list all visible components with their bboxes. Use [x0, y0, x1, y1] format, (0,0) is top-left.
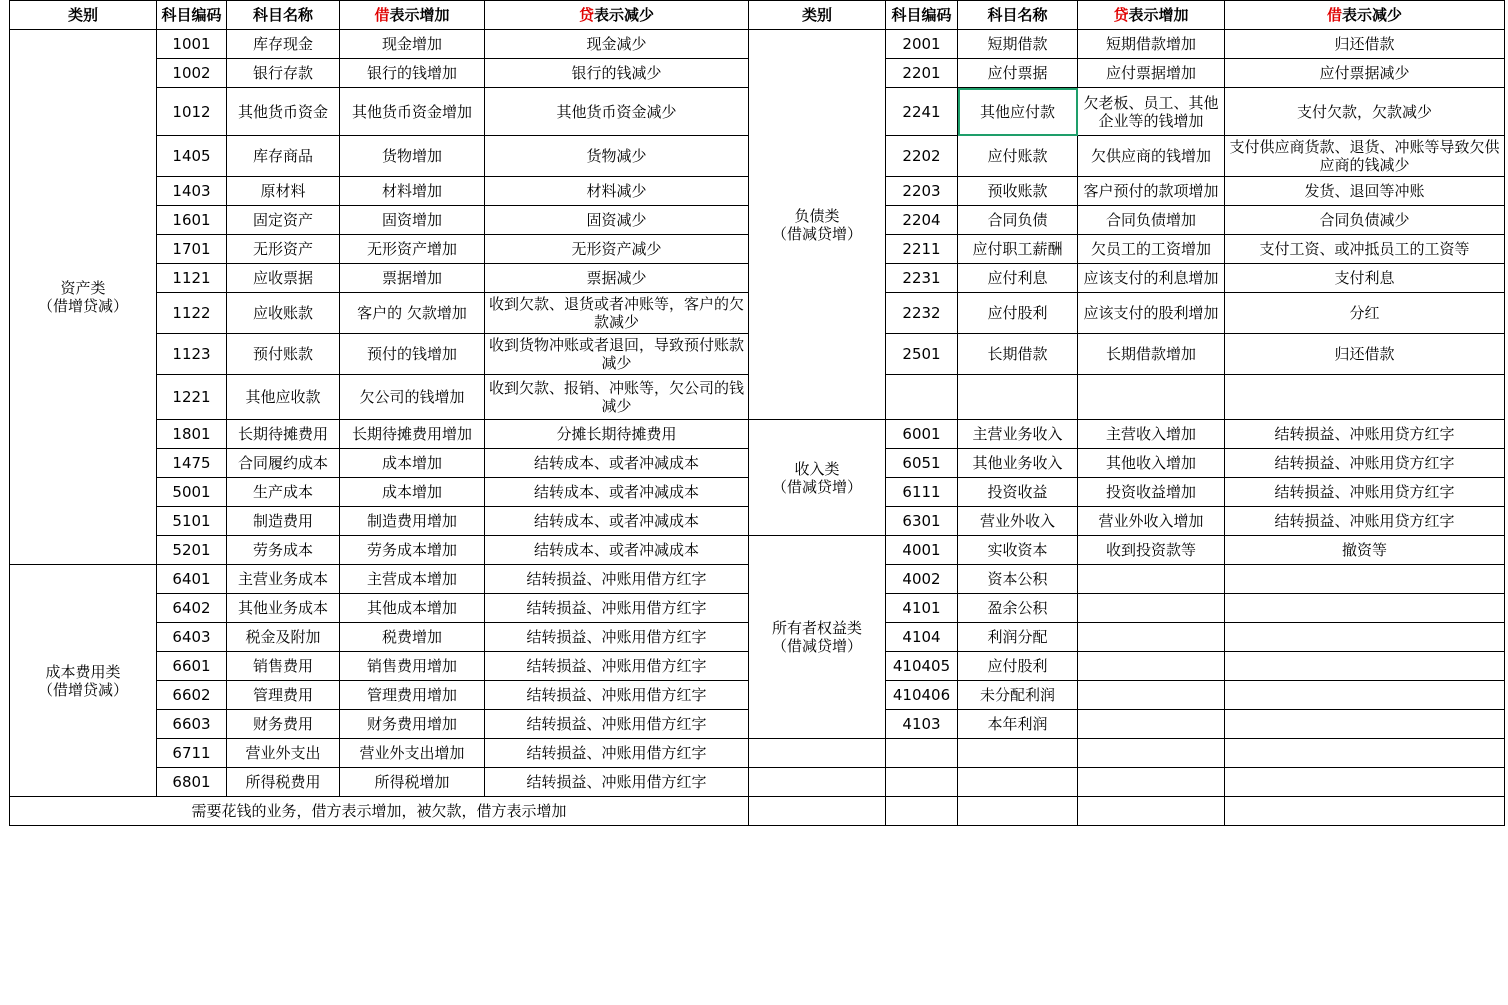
credit-decrease-desc[interactable]: 其他货币资金减少 [485, 88, 749, 136]
category-rule: （借增贷减） [37, 680, 128, 699]
credit-decrease-desc[interactable]: 结转损益、冲账用借方红字 [485, 623, 749, 652]
account-name[interactable]: 长期借款 [958, 334, 1078, 375]
debit-increase-desc[interactable]: 所得税增加 [340, 768, 485, 797]
category-rule: （借减贷增） [771, 224, 862, 243]
debit-increase-desc[interactable]: 无形资产增加 [340, 235, 485, 264]
debit-decrease-desc[interactable] [1225, 594, 1505, 623]
credit-decrease-desc[interactable]: 收到欠款、报销、冲账等，欠公司的钱减少 [485, 375, 749, 420]
debit-increase-desc[interactable]: 欠公司的钱增加 [340, 375, 485, 420]
credit-increase-desc[interactable] [1078, 375, 1225, 420]
category-rule: （借增贷减） [37, 297, 128, 315]
account-name[interactable]: 预付账款 [227, 334, 340, 375]
debit-increase-desc[interactable]: 税费增加 [340, 623, 485, 652]
account-code[interactable]: 6603 [157, 710, 227, 739]
header-text: 表示减少 [594, 6, 655, 24]
empty-cell[interactable] [1078, 797, 1225, 826]
account-name[interactable]: 应付股利 [958, 652, 1078, 681]
category-title: 所有者权益类 [771, 619, 862, 637]
credit-increase-desc[interactable]: 客户预付的款项增加 [1078, 177, 1225, 206]
credit-increase-desc[interactable]: 应该支付的股利增加 [1078, 293, 1225, 334]
credit-decrease-desc[interactable]: 银行的钱减少 [485, 59, 749, 88]
debit-increase-desc[interactable]: 材料增加 [340, 177, 485, 206]
debit-increase-desc[interactable]: 管理费用增加 [340, 681, 485, 710]
account-code[interactable]: 4104 [886, 623, 958, 652]
credit-decrease-desc[interactable]: 收到货物冲账或者退回，导致预付账款减少 [485, 334, 749, 375]
category-rule: （借减贷增） [771, 637, 862, 655]
account-code[interactable]: 4001 [886, 536, 958, 565]
account-code[interactable]: 1122 [157, 293, 227, 334]
account-code[interactable]: 5101 [157, 507, 227, 536]
account-code[interactable]: 1002 [157, 59, 227, 88]
account-code[interactable]: 4101 [886, 594, 958, 623]
credit-increase-desc[interactable]: 其他收入增加 [1078, 449, 1225, 478]
account-code[interactable]: 6602 [157, 681, 227, 710]
credit-increase-desc[interactable] [1078, 710, 1225, 739]
credit-increase-desc[interactable]: 短期借款增加 [1078, 30, 1225, 59]
account-name[interactable]: 制造费用 [227, 507, 340, 536]
debit-decrease-desc[interactable]: 归还借款 [1225, 30, 1505, 59]
account-name[interactable]: 无形资产 [227, 235, 340, 264]
account-name[interactable]: 资本公积 [958, 565, 1078, 594]
credit-increase-desc[interactable]: 应付票据增加 [1078, 59, 1225, 88]
debit-decrease-desc[interactable]: 撤资等 [1225, 536, 1505, 565]
credit-increase-desc[interactable] [1078, 565, 1225, 594]
account-name[interactable]: 合同负债 [958, 206, 1078, 235]
debit-increase-desc[interactable]: 银行的钱增加 [340, 59, 485, 88]
account-name[interactable]: 管理费用 [227, 681, 340, 710]
credit-decrease-desc[interactable]: 分摊长期待摊费用 [485, 420, 749, 449]
account-code[interactable]: 1012 [157, 88, 227, 136]
table-row [10, 420, 1505, 449]
account-code[interactable]: 2501 [886, 334, 958, 375]
credit-increase-desc[interactable] [1078, 594, 1225, 623]
debit-decrease-desc[interactable]: 结转损益、冲账用贷方红字 [1225, 478, 1505, 507]
debit-decrease-desc[interactable]: 结转损益、冲账用贷方红字 [1225, 449, 1505, 478]
table-row [10, 536, 1505, 565]
account-name[interactable]: 原材料 [227, 177, 340, 206]
footer-row [10, 797, 1505, 826]
empty-cell[interactable] [958, 797, 1078, 826]
account-name[interactable]: 其他业务成本 [227, 594, 340, 623]
account-name[interactable]: 银行存款 [227, 59, 340, 88]
account-name[interactable]: 合同履约成本 [227, 449, 340, 478]
account-code[interactable]: 5201 [157, 536, 227, 565]
debit-decrease-desc[interactable]: 结转损益、冲账用贷方红字 [1225, 507, 1505, 536]
account-code[interactable]: 1001 [157, 30, 227, 59]
debit-decrease-desc[interactable] [1225, 710, 1505, 739]
credit-increase-desc[interactable]: 欠员工的工资增加 [1078, 235, 1225, 264]
account-name[interactable]: 未分配利润 [958, 681, 1078, 710]
debit-decrease-desc[interactable]: 支付供应商货款、退货、冲账等导致欠供应商的钱减少 [1225, 136, 1505, 177]
credit-increase-desc[interactable]: 合同负债增加 [1078, 206, 1225, 235]
header-name[interactable]: 科目名称 [227, 1, 340, 30]
category-equity[interactable] [749, 536, 886, 739]
credit-decrease-desc[interactable]: 结转损益、冲账用借方红字 [485, 739, 749, 768]
account-name[interactable]: 主营业务收入 [958, 420, 1078, 449]
account-code[interactable]: 2241 [886, 88, 958, 136]
account-name[interactable]: 投资收益 [958, 478, 1078, 507]
debit-increase-desc[interactable]: 劳务成本增加 [340, 536, 485, 565]
header-text: 表示减少 [1342, 6, 1403, 24]
table-row [10, 768, 1505, 797]
account-name[interactable] [958, 739, 1078, 768]
empty-cell[interactable] [886, 797, 958, 826]
debit-decrease-desc[interactable] [1225, 681, 1505, 710]
account-name[interactable]: 财务费用 [227, 710, 340, 739]
credit-increase-desc[interactable]: 营业外收入增加 [1078, 507, 1225, 536]
account-code[interactable]: 1801 [157, 420, 227, 449]
account-code[interactable]: 1475 [157, 449, 227, 478]
accounting-subjects-table [9, 0, 1505, 826]
debit-decrease-desc[interactable] [1225, 623, 1505, 652]
account-code[interactable]: 1405 [157, 136, 227, 177]
credit-decrease-desc[interactable]: 结转损益、冲账用借方红字 [485, 681, 749, 710]
category-income[interactable] [749, 420, 886, 536]
account-name[interactable]: 应收账款 [227, 293, 340, 334]
credit-decrease-desc[interactable]: 结转损益、冲账用借方红字 [485, 652, 749, 681]
account-code[interactable]: 2231 [886, 264, 958, 293]
table-row [10, 30, 1505, 59]
account-name[interactable]: 销售费用 [227, 652, 340, 681]
account-code[interactable]: 1403 [157, 177, 227, 206]
credit-decrease-desc[interactable]: 无形资产减少 [485, 235, 749, 264]
debit-decrease-desc[interactable]: 结转损益、冲账用贷方红字 [1225, 420, 1505, 449]
credit-decrease-desc[interactable]: 材料减少 [485, 177, 749, 206]
debit-decrease-desc[interactable] [1225, 739, 1505, 768]
credit-decrease-desc[interactable]: 结转损益、冲账用借方红字 [485, 594, 749, 623]
account-code[interactable]: 6711 [157, 739, 227, 768]
category-rule: （借减贷增） [771, 477, 862, 496]
header-row [10, 1, 1505, 30]
account-code[interactable]: 6111 [886, 478, 958, 507]
credit-decrease-desc[interactable]: 货物减少 [485, 136, 749, 177]
account-code[interactable]: 2232 [886, 293, 958, 334]
credit-decrease-desc[interactable]: 结转损益、冲账用借方红字 [485, 710, 749, 739]
header-debit-increase[interactable] [340, 1, 485, 30]
debit-increase-desc[interactable]: 成本增加 [340, 478, 485, 507]
credit-increase-desc[interactable]: 欠供应商的钱增加 [1078, 136, 1225, 177]
header-debit-decrease[interactable] [1225, 1, 1505, 30]
account-code[interactable]: 6001 [886, 420, 958, 449]
credit-increase-desc[interactable]: 应该支付的利息增加 [1078, 264, 1225, 293]
credit-decrease-desc[interactable]: 结转成本、或者冲减成本 [485, 449, 749, 478]
credit-char: 贷 [1113, 6, 1129, 24]
debit-decrease-desc[interactable]: 发货、退回等冲账 [1225, 177, 1505, 206]
debit-increase-desc[interactable]: 成本增加 [340, 449, 485, 478]
category-title: 成本费用类 [45, 662, 121, 681]
debit-increase-desc[interactable]: 其他货币资金增加 [340, 88, 485, 136]
debit-decrease-desc[interactable]: 分红 [1225, 293, 1505, 334]
credit-decrease-desc[interactable]: 收到欠款、退货或者冲账等，客户的欠款减少 [485, 293, 749, 334]
account-code[interactable] [886, 739, 958, 768]
account-name[interactable]: 应付票据 [958, 59, 1078, 88]
account-name[interactable]: 固定资产 [227, 206, 340, 235]
debit-decrease-desc[interactable] [1225, 768, 1505, 797]
account-name[interactable]: 利润分配 [958, 623, 1078, 652]
debit-increase-desc[interactable]: 财务费用增加 [340, 710, 485, 739]
credit-increase-desc[interactable] [1078, 652, 1225, 681]
account-code[interactable]: 1121 [157, 264, 227, 293]
account-code[interactable]: 2204 [886, 206, 958, 235]
category-cost[interactable] [10, 565, 157, 797]
debit-char: 借 [1326, 6, 1342, 24]
credit-decrease-desc[interactable]: 结转损益、冲账用借方红字 [485, 565, 749, 594]
account-code[interactable]: 6301 [886, 507, 958, 536]
empty-cell[interactable] [749, 797, 886, 826]
debit-increase-desc[interactable]: 票据增加 [340, 264, 485, 293]
account-name[interactable]: 预收账款 [958, 177, 1078, 206]
debit-increase-desc[interactable]: 客户的 欠款增加 [340, 293, 485, 334]
header-credit-increase[interactable] [1078, 1, 1225, 30]
account-code[interactable] [886, 768, 958, 797]
account-code[interactable]: 2201 [886, 59, 958, 88]
account-name[interactable]: 所得税费用 [227, 768, 340, 797]
debit-decrease-desc[interactable]: 归还借款 [1225, 334, 1505, 375]
account-name[interactable]: 库存商品 [227, 136, 340, 177]
debit-decrease-desc[interactable]: 应付票据减少 [1225, 59, 1505, 88]
category-liability[interactable] [749, 30, 886, 420]
debit-increase-desc[interactable]: 营业外支出增加 [340, 739, 485, 768]
account-code[interactable]: 1701 [157, 235, 227, 264]
debit-decrease-desc[interactable] [1225, 375, 1505, 420]
account-code[interactable]: 6401 [157, 565, 227, 594]
account-code[interactable]: 1601 [157, 206, 227, 235]
debit-decrease-desc[interactable]: 支付工资、或冲抵员工的工资等 [1225, 235, 1505, 264]
debit-increase-desc[interactable]: 其他成本增加 [340, 594, 485, 623]
credit-decrease-desc[interactable]: 结转成本、或者冲减成本 [485, 507, 749, 536]
account-code[interactable]: 6403 [157, 623, 227, 652]
footer-note[interactable]: 需要花钱的业务，借方表示增加，被欠款，借方表示增加 [10, 797, 749, 826]
account-name[interactable]: 应付职工薪酬 [958, 235, 1078, 264]
account-name[interactable]: 盈余公积 [958, 594, 1078, 623]
debit-decrease-desc[interactable] [1225, 652, 1505, 681]
debit-increase-desc[interactable]: 固资增加 [340, 206, 485, 235]
account-name[interactable] [958, 375, 1078, 420]
credit-increase-desc[interactable] [1078, 739, 1225, 768]
account-code[interactable]: 5001 [157, 478, 227, 507]
account-name[interactable]: 库存现金 [227, 30, 340, 59]
header-code-right[interactable]: 科目编码 [886, 1, 958, 30]
debit-increase-desc[interactable]: 预付的钱增加 [340, 334, 485, 375]
debit-increase-desc[interactable]: 制造费用增加 [340, 507, 485, 536]
debit-decrease-desc[interactable] [1225, 565, 1505, 594]
credit-increase-desc[interactable] [1078, 681, 1225, 710]
account-name[interactable]: 主营业务成本 [227, 565, 340, 594]
credit-decrease-desc[interactable]: 票据减少 [485, 264, 749, 293]
credit-decrease-desc[interactable]: 结转成本、或者冲减成本 [485, 478, 749, 507]
account-name[interactable]: 劳务成本 [227, 536, 340, 565]
table-row [10, 739, 1505, 768]
credit-increase-desc[interactable]: 收到投资款等 [1078, 536, 1225, 565]
debit-decrease-desc[interactable]: 合同负债减少 [1225, 206, 1505, 235]
debit-increase-desc[interactable]: 货物增加 [340, 136, 485, 177]
debit-increase-desc[interactable]: 现金增加 [340, 30, 485, 59]
account-name[interactable]: 应收票据 [227, 264, 340, 293]
account-code[interactable]: 2211 [886, 235, 958, 264]
credit-increase-desc[interactable]: 主营收入增加 [1078, 420, 1225, 449]
credit-increase-desc[interactable] [1078, 623, 1225, 652]
credit-increase-desc[interactable] [1078, 768, 1225, 797]
account-name[interactable]: 税金及附加 [227, 623, 340, 652]
account-code[interactable]: 410405 [886, 652, 958, 681]
selected-cell[interactable]: 其他应付款 [958, 88, 1078, 136]
account-name[interactable]: 短期借款 [958, 30, 1078, 59]
account-name[interactable]: 营业外收入 [958, 507, 1078, 536]
header-category-right[interactable]: 类别 [749, 1, 886, 30]
debit-increase-desc[interactable]: 主营成本增加 [340, 565, 485, 594]
header-category[interactable]: 类别 [10, 1, 157, 30]
account-code[interactable]: 6601 [157, 652, 227, 681]
debit-increase-desc[interactable]: 销售费用增加 [340, 652, 485, 681]
account-name[interactable]: 生产成本 [227, 478, 340, 507]
account-code[interactable]: 410406 [886, 681, 958, 710]
credit-increase-desc[interactable]: 长期借款增加 [1078, 334, 1225, 375]
account-name[interactable]: 应付利息 [958, 264, 1078, 293]
account-name[interactable]: 其他货币资金 [227, 88, 340, 136]
account-name[interactable]: 其他业务收入 [958, 449, 1078, 478]
account-code[interactable]: 4002 [886, 565, 958, 594]
account-name[interactable]: 本年利润 [958, 710, 1078, 739]
account-code[interactable]: 2203 [886, 177, 958, 206]
account-name[interactable]: 其他应收款 [227, 375, 340, 420]
category-title: 收入类 [794, 459, 840, 478]
account-code[interactable]: 6051 [886, 449, 958, 478]
header-code[interactable]: 科目编码 [157, 1, 227, 30]
empty-category-cell[interactable] [749, 768, 886, 797]
header-text: 表示增加 [1128, 6, 1189, 24]
debit-decrease-desc[interactable]: 支付欠款，欠款减少 [1225, 88, 1505, 136]
account-name[interactable]: 营业外支出 [227, 739, 340, 768]
account-code[interactable]: 2202 [886, 136, 958, 177]
credit-increase-desc[interactable]: 欠老板、员工、其他企业等的钱增加 [1078, 88, 1225, 136]
account-name[interactable]: 应付股利 [958, 293, 1078, 334]
credit-char: 贷 [578, 6, 594, 24]
account-code[interactable]: 6801 [157, 768, 227, 797]
account-name[interactable]: 应付账款 [958, 136, 1078, 177]
credit-decrease-desc[interactable]: 结转损益、冲账用借方红字 [485, 768, 749, 797]
debit-char: 借 [374, 6, 390, 24]
header-name-right[interactable]: 科目名称 [958, 1, 1078, 30]
credit-decrease-desc[interactable]: 结转成本、或者冲减成本 [485, 536, 749, 565]
account-code[interactable]: 4103 [886, 710, 958, 739]
header-text: 表示增加 [389, 6, 450, 24]
account-name[interactable] [958, 768, 1078, 797]
account-code[interactable]: 1221 [157, 375, 227, 420]
debit-increase-desc[interactable]: 长期待摊费用增加 [340, 420, 485, 449]
account-code[interactable] [886, 375, 958, 420]
credit-decrease-desc[interactable]: 固资减少 [485, 206, 749, 235]
account-code[interactable]: 1123 [157, 334, 227, 375]
credit-decrease-desc[interactable]: 现金减少 [485, 30, 749, 59]
account-code[interactable]: 2001 [886, 30, 958, 59]
account-code[interactable]: 6402 [157, 594, 227, 623]
empty-category-cell[interactable] [749, 739, 886, 768]
account-name[interactable]: 实收资本 [958, 536, 1078, 565]
account-name[interactable]: 长期待摊费用 [227, 420, 340, 449]
category-title: 资产类 [60, 279, 106, 297]
header-credit-decrease[interactable] [485, 1, 749, 30]
debit-decrease-desc[interactable]: 支付利息 [1225, 264, 1505, 293]
credit-increase-desc[interactable]: 投资收益增加 [1078, 478, 1225, 507]
category-title: 负债类 [794, 206, 840, 225]
category-asset[interactable] [10, 30, 157, 565]
empty-cell[interactable] [1225, 797, 1505, 826]
